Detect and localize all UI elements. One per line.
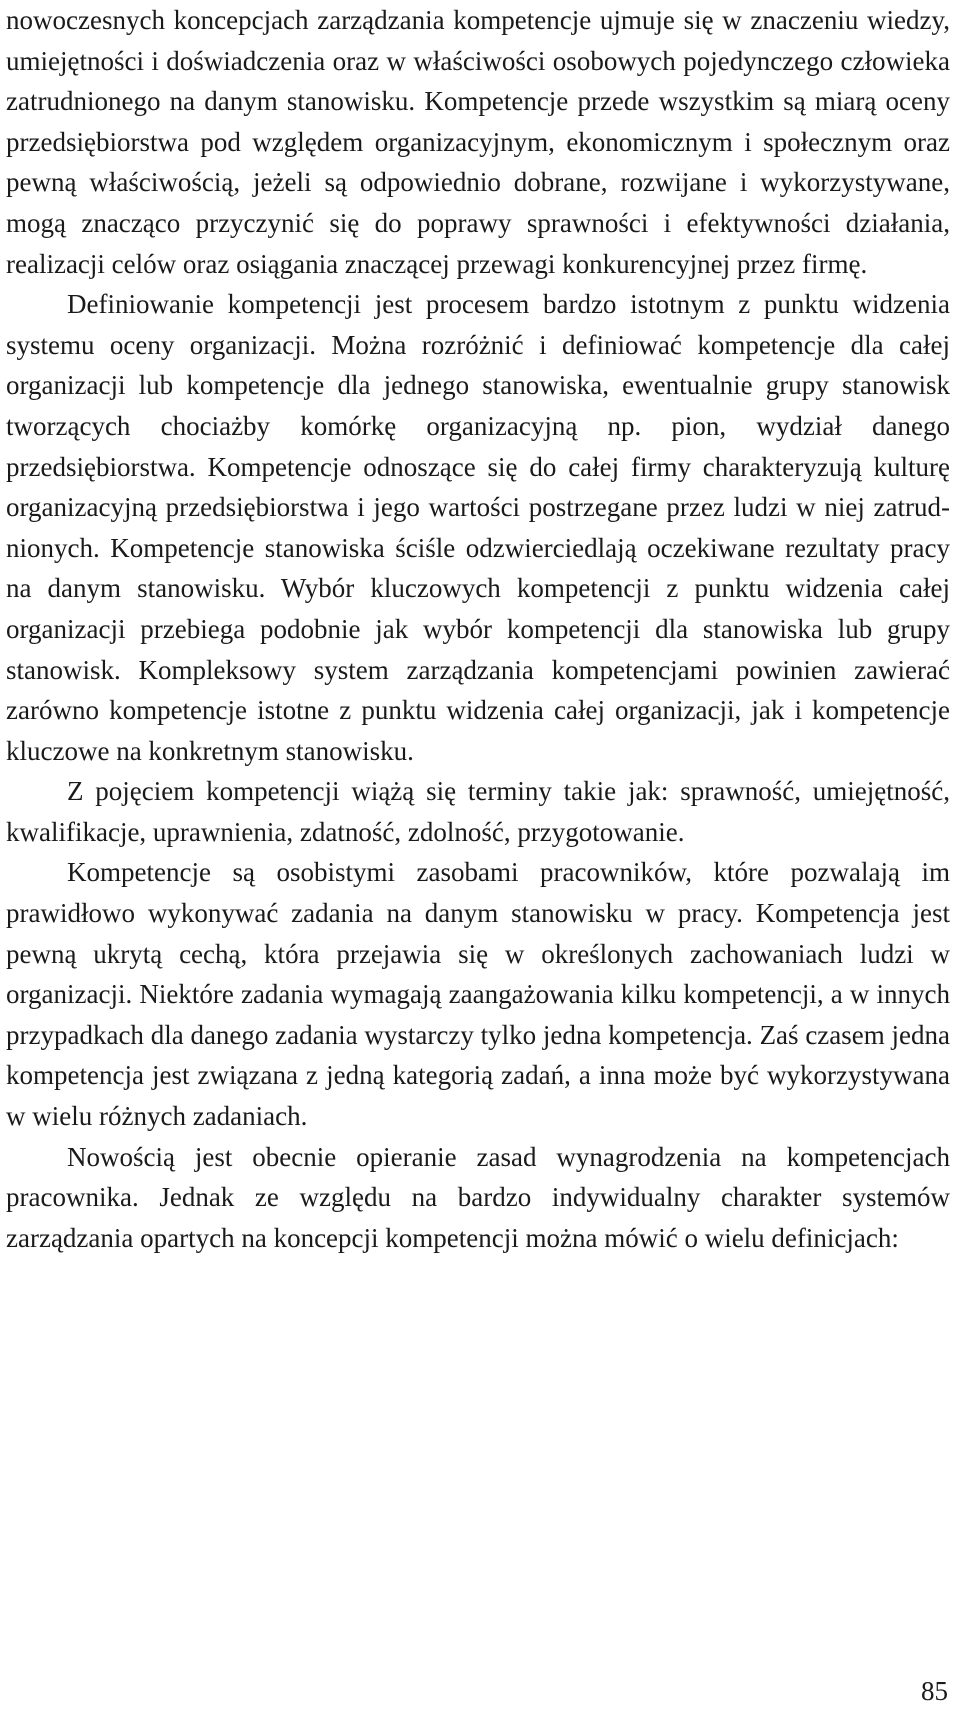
page-body [6, 0, 950, 1258]
page-number: 85 [921, 1676, 948, 1706]
paragraph-defining-competencies: Definiowanie kompetencji jest procesem bardzo istotnym z punktu widzenia systemu oceny organizacji. Można rozróżnić i definiować kompetencje dla całej organizacji lub kompetencje dla jednego stanowiska, ewentualnie grupy stanowisk tworzących chociażby komórkę organizacyjną np. pion, wydział danego przedsiębiorstwa. Kompetencje odnoszące się do całej firmy charakteryzują kulturę organizacyjną przedsiębiorstwa i jego wartości postrzegane przez ludzi w niej zatrudnionych. Kompetencje stanowiska ściśle odzwierciedlają oczekiwane rezultaty pracy na danym stanowisku. Wybór kluczowych kompetencji z punktu widzenia całej organizacji przebiega podobnie jak wybór kompetencji dla stanowiska lub grupy stanowisk. Kompleksowy system zarządzania kompetencjami powinien zawierać zarówno kompetencje istotne z punktu widzenia całej organizacji, jak i kompetencje kluczowe na konkretnym stanowisku. [6, 289, 950, 766]
paragraph-related-terms: Z pojęciem kompetencji wiążą się terminy takie jak: sprawność, umiejętność, kwalifikacje, uprawnienia, zdatność, zdolność, przygotowanie. [6, 776, 950, 847]
paragraph-personal-resources: Kompetencje są osobistymi zasobami pracowników, które pozwalają im prawidłowo wykonywać zadania na danym stanowisku w pracy. Kompetencja jest pewną ukrytą cechą, która przejawia się w określonych zachowaniach ludzi w organizacji. Niektóre zadania wymagają zaangażowania kilku kompetencji, a w innych przypadkach dla danego zadania wystarczy tylko jedna kompetencja. Zaś czasem jedna kompetencja jest związana z jedną kategorią zadań, a inna może być wykorzystywana w wielu różnych zadaniach. [6, 857, 950, 1132]
paragraph-continuation: nowoczesnych koncepcjach zarządzania kompetencje ujmuje się w znaczeniu wiedzy, umiejętności i doświadczenia oraz w właściwości osobowych pojedynczego człowieka zatrudnionego na danym stanowisku. Kompetencje przede wszystkim są miarą oceny przedsiębiorstwa pod względem organizacyjnym, ekonomicznym i społecznym oraz pewną właściwością, jeżeli są odpowiednio dobrane, rozwijane i wykorzystywane, mogą znacząco przyczynić się do poprawy sprawności i efektywności działania, realizacji celów oraz osiągania znaczącej przewagi konkurencyjnej przez firmę. [6, 5, 950, 279]
paragraph-remuneration: Nowością jest obecnie opieranie zasad wynagrodzenia na kompetencjach pracownika. Jednak ze względu na bardzo indywidualny charakter systemów zarządzania opartych na koncepcji kompetencji można mówić o wielu definicjach: [6, 1141, 950, 1253]
